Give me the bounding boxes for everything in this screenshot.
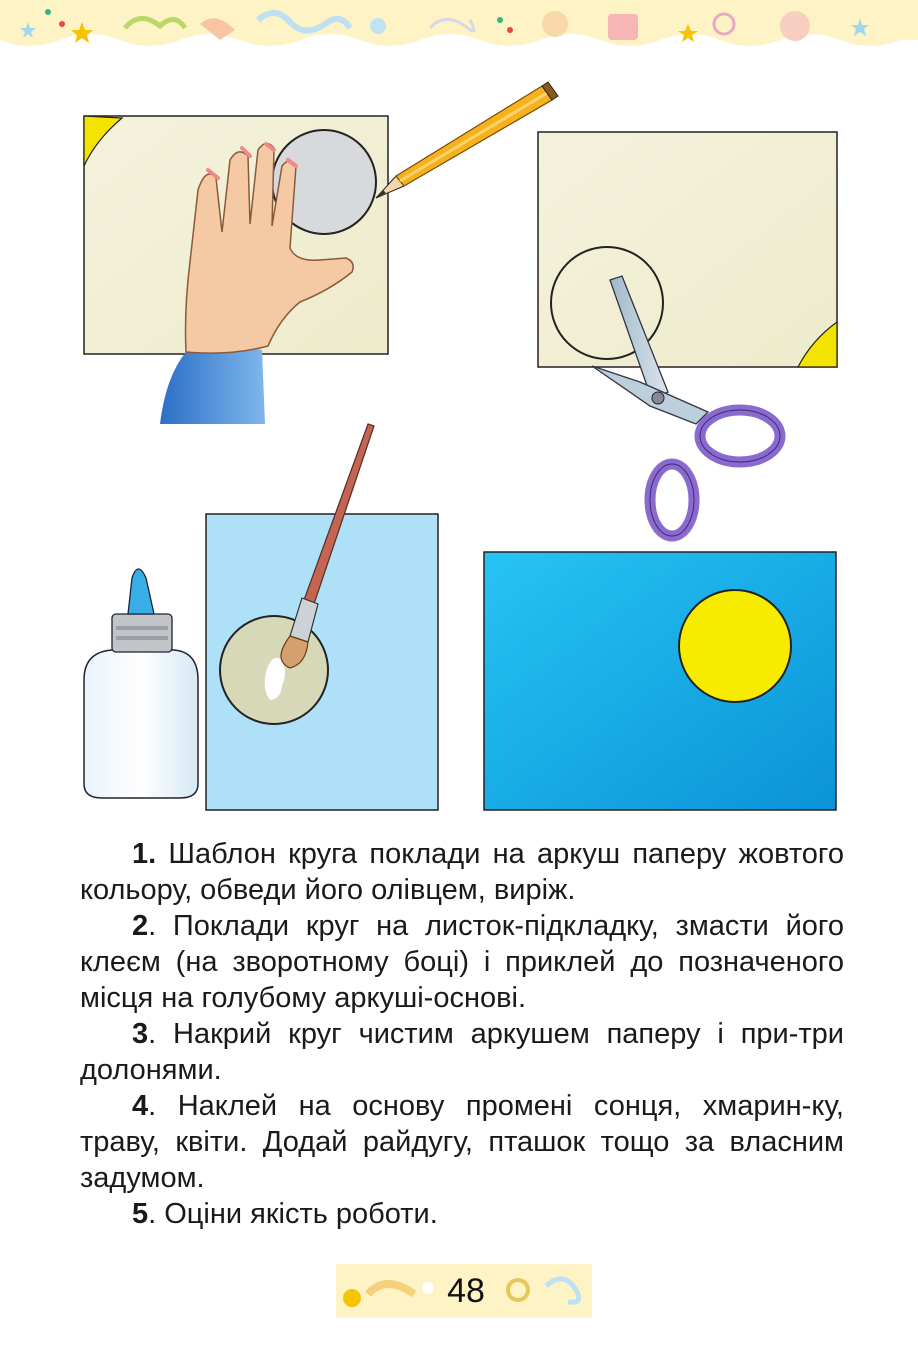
step-number: 5 [132,1198,149,1230]
yellow-paper-sheet-2 [538,132,837,367]
panel-glue-circle [84,424,438,810]
step-text: . Наклей на основу промені сонця, хмарин-ку, траву, квіти. Додай райдугу, пташок тощо за власним задумом. [80,1090,844,1194]
flower-icon [508,1280,528,1300]
page-number: 48 [447,1272,485,1310]
step-text: . Поклади круг на листок-підкладку, змасти його клеєм (на зворотному боці) і приклей до позначеного місця на голубому аркуші-основі. [80,910,844,1014]
step-4 [80,1088,844,1196]
page-footer [336,1264,592,1318]
step-text: . Накрий круг чистим аркушем паперу і при-три долонями. [80,1018,844,1086]
glue-bottle-icon [84,569,198,798]
panel-trace-circle [84,82,558,424]
step-text: . Оціни якість роботи. [148,1198,438,1230]
step-number: 4 [132,1090,149,1122]
step-5 [80,1196,844,1232]
pencil-icon [376,82,558,198]
step-number: 1. [132,838,157,870]
panel-cut-circle [538,132,837,536]
step-2 [80,908,844,1016]
step-number: 2 [132,910,149,942]
instructions [80,836,844,1232]
panel-result [484,552,836,810]
step-number: 3 [132,1018,149,1050]
step-1 [80,836,844,908]
blue-base-sheet [484,552,836,810]
sun-icon [679,590,791,702]
step-text: Шаблон круга поклади на аркуш паперу жовтого кольору, обведи його олівцем, виріж. [80,838,844,906]
sleeve [160,345,265,424]
step-3 [80,1016,844,1088]
sun-decoration-icon [343,1289,361,1307]
